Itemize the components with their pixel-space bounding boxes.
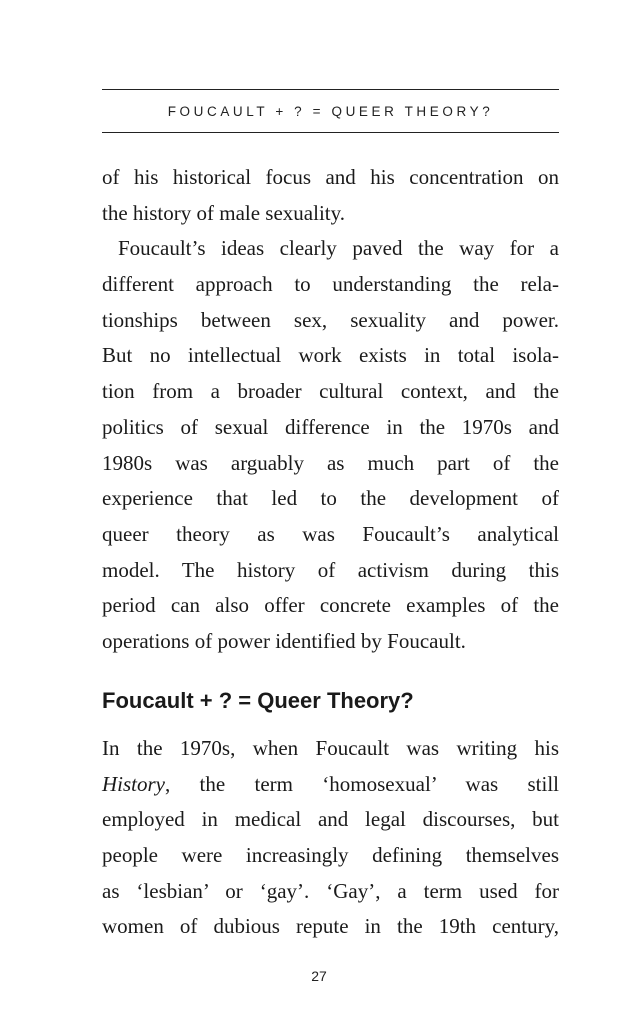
- text-line: Foucault’s ideas clearly paved the way for a: [118, 236, 559, 261]
- text-fragment: , the term ‘homosexual’ was still: [165, 771, 559, 796]
- text-line: different approach to understanding the rela-: [102, 272, 559, 297]
- text-line: as ‘lesbian’ or ‘gay’. ‘Gay’, a term used for: [102, 878, 559, 903]
- text-line: politics of sexual difference in the 1970s and: [102, 414, 559, 439]
- italic-title: History: [102, 771, 165, 796]
- text-line: In the 1970s, when Foucault was writing his: [102, 736, 559, 760]
- text-line: period can also offer concrete examples of the: [102, 593, 559, 618]
- text-line: tion from a broader cultural context, and the: [102, 379, 559, 404]
- body-text-bottom: [102, 731, 559, 945]
- text-line: experience that led to the development of: [102, 486, 559, 511]
- body-text-top: [102, 160, 559, 660]
- text-line: the history of male sexuality.: [102, 200, 345, 225]
- text-line: [102, 767, 559, 803]
- text-line: 1980s was arguably as much part of the: [102, 450, 559, 475]
- text-line: queer theory as was Foucault’s analytical: [102, 521, 559, 546]
- text-line: But no intellectual work exists in total isola-: [102, 343, 559, 368]
- text-line: operations of power identified by Foucault.: [102, 628, 466, 653]
- text-line: model. The history of activism during this: [102, 557, 559, 582]
- page-number: 27: [311, 968, 327, 984]
- running-head-text: FOUCAULT + ? = QUEER THEORY?: [167, 103, 494, 119]
- section-heading: Foucault + ? = Queer Theory?: [102, 688, 414, 713]
- text-line: women of dubious repute in the 19th century,: [102, 914, 559, 939]
- text-line: people were increasingly defining themselves: [102, 843, 559, 868]
- text-line: tionships between sex, sexuality and power.: [102, 307, 559, 332]
- text-line: employed in medical and legal discourses, but: [102, 807, 559, 832]
- text-line: of his historical focus and his concentration on: [102, 165, 559, 189]
- running-head: [102, 89, 559, 133]
